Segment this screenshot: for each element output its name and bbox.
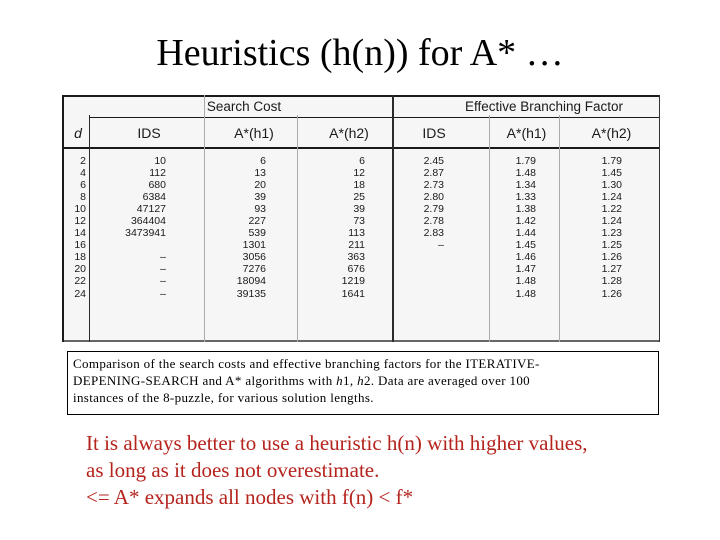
table-cell: 1219 <box>341 275 365 288</box>
table-cell: 10 <box>74 203 86 216</box>
table-cell: – <box>438 239 444 252</box>
table-cell: 7276 <box>242 263 266 276</box>
table-cell: 2.79 <box>423 203 444 216</box>
table-cell: 1.25 <box>601 239 622 252</box>
table-cell <box>104 239 166 251</box>
table-cell: 2.83 <box>423 227 444 240</box>
table-cell: 680 <box>148 179 166 192</box>
table-cell: 2 <box>80 155 86 167</box>
group-header-rule <box>89 117 659 118</box>
table-cell <box>404 275 444 287</box>
table-cell <box>404 251 444 263</box>
table-bottom-rule <box>64 340 659 342</box>
column-d <box>66 155 86 300</box>
table-cell: 14 <box>74 227 86 240</box>
caption-line-1: Comparison of the search costs and effective branching factors for the ITERATIVE- <box>73 356 540 371</box>
cell-divider <box>559 115 560 342</box>
table-cell: 1301 <box>242 239 266 252</box>
cell-divider <box>489 115 490 342</box>
caption-line-2a: DEPENING-SEARCH and A* algorithms with <box>73 373 337 388</box>
table-cell: 364404 <box>130 215 166 228</box>
table-cell: 1641 <box>341 287 365 300</box>
slide-title: Heuristics (h(n)) for A* … <box>156 32 564 74</box>
table-cell: 1.23 <box>601 227 622 240</box>
table-cell: 16 <box>74 239 86 252</box>
column-header-rule <box>64 147 659 149</box>
group-header-effective-branching-factor: Effective Branching Factor <box>464 99 624 114</box>
table-cell: 39135 <box>236 287 266 300</box>
table-cell: – <box>160 263 166 276</box>
table-cell: 1.42 <box>515 215 536 228</box>
table-cell: 1.27 <box>601 263 622 276</box>
table-cell: 25 <box>353 191 365 204</box>
column-header-h2-ebf: A*(h2) <box>591 125 632 141</box>
table-cell: 363 <box>347 251 365 264</box>
key-point-2: as long as it does not overestimate. <box>86 458 380 482</box>
table-cell: 2.87 <box>423 167 444 180</box>
table-cell: 227 <box>248 215 266 228</box>
group-header-search-cost: Search Cost <box>206 99 282 114</box>
column-header-h1-cost: A*(h1) <box>234 125 274 141</box>
table-cell: 539 <box>248 227 266 240</box>
column-header-ids-ebf: IDS <box>422 125 446 141</box>
column-h2-ebf <box>579 155 622 300</box>
table-cell: 20 <box>254 179 266 192</box>
caption-h2-italic: h <box>357 373 364 388</box>
table-cell: – <box>160 275 166 288</box>
table-cell: 1.34 <box>515 179 536 192</box>
table-cell: 24 <box>74 287 86 300</box>
table-cell: 18 <box>74 251 86 264</box>
table-cell: 1.24 <box>601 215 622 228</box>
cell-divider <box>204 95 205 342</box>
caption-line-3: instances of the 8-puzzle, for various solution lengths. <box>73 390 374 405</box>
table-cell: 6384 <box>142 191 166 204</box>
table-cell: 73 <box>353 215 365 228</box>
table-cell: 1.46 <box>515 251 536 264</box>
table-cell: 1.30 <box>601 179 622 192</box>
column-header-h2-cost: A*(h2) <box>329 125 369 141</box>
results-table-image <box>62 95 660 342</box>
column-h1-cost <box>214 155 266 300</box>
table-cell: 112 <box>149 167 166 180</box>
table-cell: 6 <box>359 155 365 167</box>
column-h2-cost <box>314 155 365 300</box>
table-cell: 6 <box>80 179 86 192</box>
table-cell: 3473941 <box>125 227 166 240</box>
table-cell: 1.48 <box>515 275 536 288</box>
column-header-d: d <box>74 125 82 141</box>
table-cell: 1.22 <box>601 203 622 216</box>
column-header-h1-ebf: A*(h1) <box>506 125 547 141</box>
table-cell: 39 <box>254 191 266 204</box>
table-cell: 18 <box>353 179 365 192</box>
table-cell: – <box>160 251 166 264</box>
table-cell: 12 <box>74 215 86 228</box>
table-cell: 6 <box>260 155 266 167</box>
table-cell: 47127 <box>136 203 166 216</box>
table-cell: 4 <box>80 167 86 180</box>
table-cell: 12 <box>353 167 365 180</box>
table-cell: 1.38 <box>515 203 536 216</box>
table-cell: 20 <box>74 263 86 276</box>
table-cell: 676 <box>347 263 365 276</box>
table-cell: 1.79 <box>515 155 536 167</box>
table-cell: 2.78 <box>423 215 444 228</box>
table-cell: 10 <box>154 155 166 167</box>
table-cell: 2.80 <box>423 191 444 204</box>
table-cell: 1.48 <box>515 167 536 180</box>
table-cell: 1.33 <box>515 191 536 204</box>
column-ids-cost <box>104 155 166 300</box>
caption-line-2b: 1, <box>343 373 358 388</box>
table-cell: 2.45 <box>423 155 444 167</box>
table-cell: 1.44 <box>515 227 536 240</box>
table-cell: 18094 <box>236 275 266 288</box>
table-cell <box>404 288 444 300</box>
column-h1-ebf <box>494 155 536 300</box>
table-cell: 1.79 <box>601 155 622 167</box>
table-top-rule <box>64 95 659 97</box>
d-column-rule <box>89 115 90 342</box>
table-caption <box>67 351 659 415</box>
table-cell: – <box>160 287 166 300</box>
table-cell: 1.47 <box>515 263 536 276</box>
cell-divider <box>297 115 298 342</box>
table-cell: 1.26 <box>601 287 622 300</box>
column-header-ids-cost: IDS <box>137 125 161 141</box>
table-cell: 13 <box>254 167 266 180</box>
key-point-3: <= A* expands all nodes with f(n) < f* <box>86 485 414 509</box>
group-divider-rule <box>392 95 394 342</box>
table-cell: 2.73 <box>423 179 444 192</box>
table-cell <box>404 263 444 275</box>
table-cell: 1.45 <box>515 239 536 252</box>
table-cell: 1.28 <box>601 275 622 288</box>
key-point-1: It is always better to use a heuristic h(n) with higher values, <box>86 431 588 455</box>
table-cell: 113 <box>348 227 365 240</box>
key-points <box>86 430 706 511</box>
table-cell: 211 <box>348 239 365 252</box>
table-cell: 1.48 <box>515 287 536 300</box>
table-cell: 1.45 <box>601 167 622 180</box>
table-cell: 3056 <box>242 251 266 264</box>
table-cell: 8 <box>80 191 86 204</box>
caption-line-2c: 2. Data are averaged over 100 <box>363 373 531 388</box>
table-cell: 93 <box>254 203 266 216</box>
table-cell: 1.24 <box>601 191 622 204</box>
table-cell: 39 <box>353 203 365 216</box>
caption-h1-italic: h <box>336 373 344 388</box>
table-cell: 1.26 <box>601 251 622 264</box>
table-cell: 22 <box>74 275 86 288</box>
column-ids-ebf <box>404 155 444 300</box>
